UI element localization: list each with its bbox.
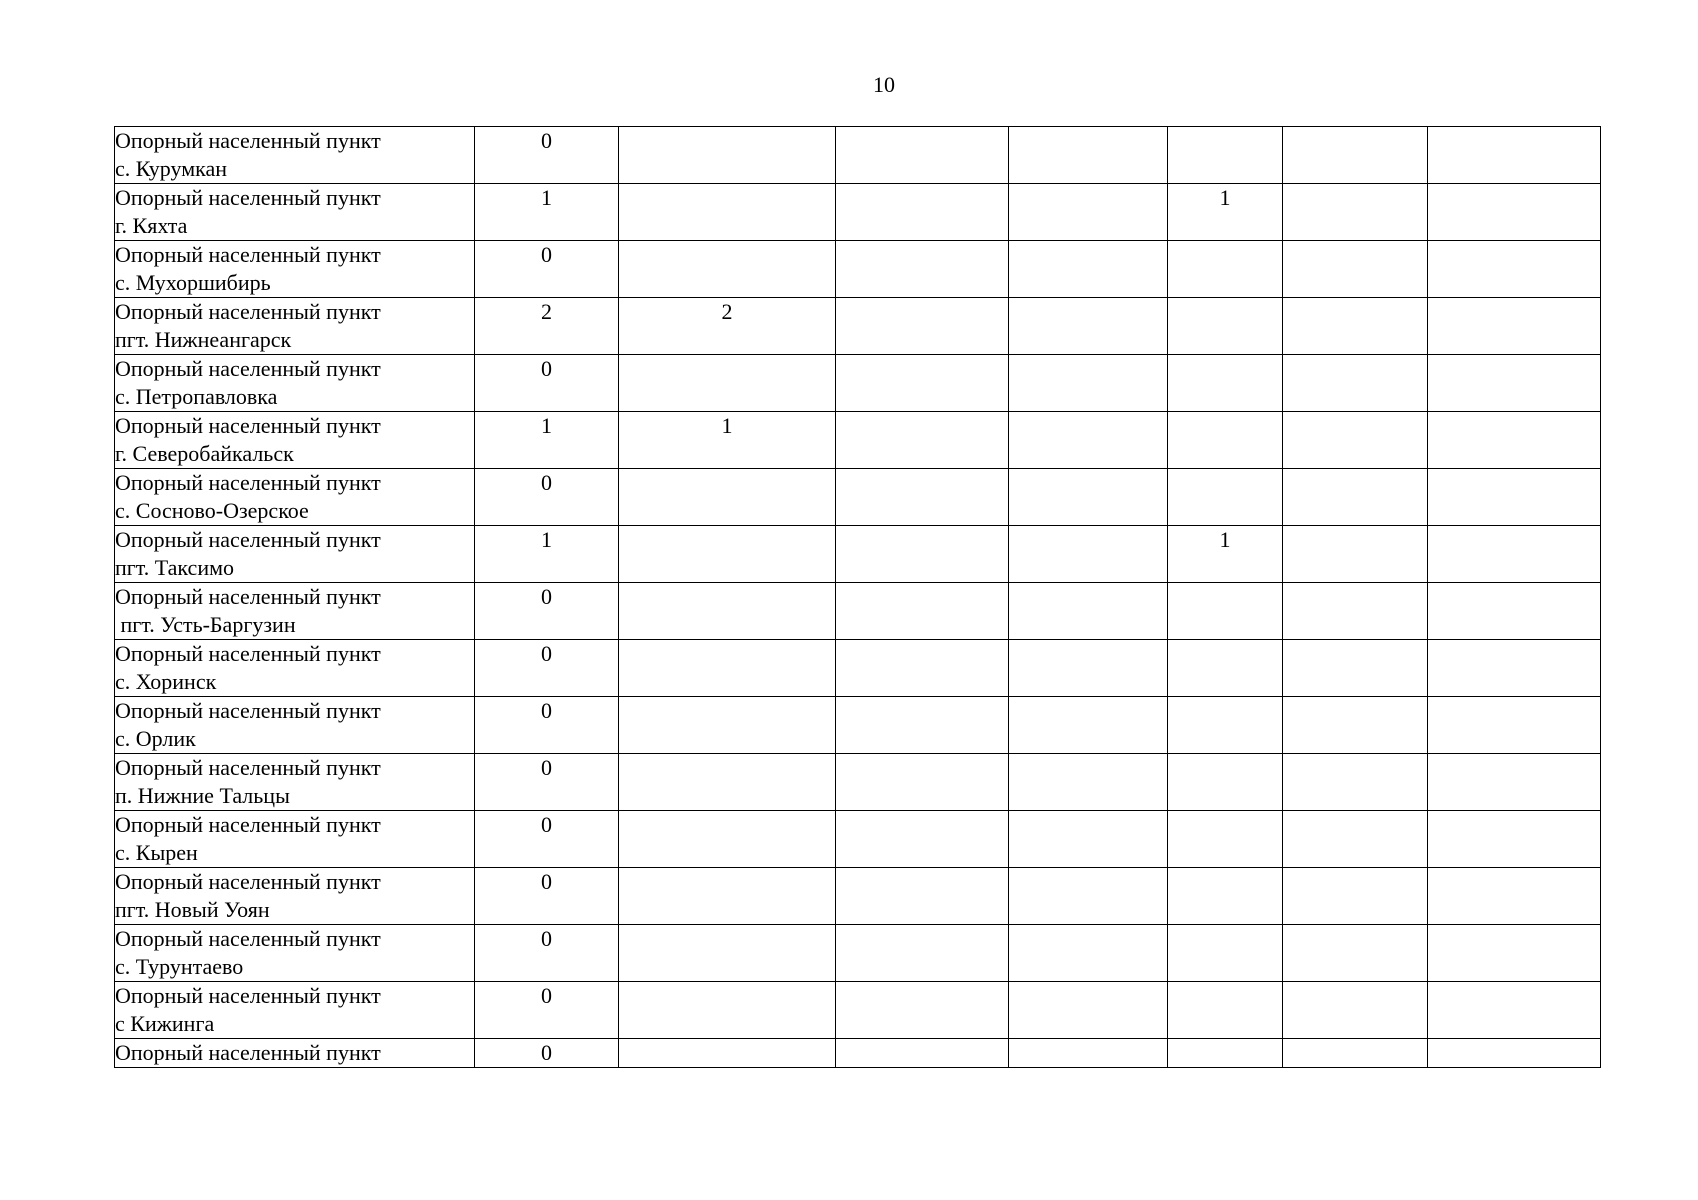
value-cell-col-2: 0 [475,583,619,640]
value-cell-col-8 [1428,526,1601,583]
value-cell-col-5 [1009,925,1168,982]
value-cell-col-6 [1168,811,1283,868]
value-cell-col-2: 1 [475,526,619,583]
value-cell-col-5 [1009,697,1168,754]
settlement-type-label: Опорный населенный пункт [115,584,381,609]
value-cell-col-6 [1168,127,1283,184]
table-row [115,1039,1601,1068]
value-cell-col-7 [1283,583,1428,640]
table-row [115,811,1601,868]
value-cell-col-4 [836,982,1009,1039]
value-cell-col-4 [836,583,1009,640]
value-cell-col-5 [1009,982,1168,1039]
settlement-name-cell [115,583,475,640]
value-cell-col-3: 1 [619,412,836,469]
value-cell-col-5 [1009,640,1168,697]
table-body [115,127,1601,1068]
settlement-type-label: Опорный населенный пункт [115,128,381,153]
value-cell-col-7 [1283,754,1428,811]
value-cell-col-3 [619,697,836,754]
value-cell-col-4 [836,469,1009,526]
settlement-name-label: с. Сосново-Озерское [115,498,309,523]
value-cell-col-4 [836,127,1009,184]
value-cell-col-8 [1428,469,1601,526]
settlement-name-label: с. Хоринск [115,669,217,694]
value-cell-col-5 [1009,526,1168,583]
value-cell-col-2: 1 [475,412,619,469]
settlement-type-label: Опорный населенный пункт [115,755,381,780]
settlement-name-cell [115,469,475,526]
value-cell-col-7 [1283,127,1428,184]
value-cell-col-3 [619,355,836,412]
value-cell-col-2: 0 [475,754,619,811]
value-cell-col-3 [619,241,836,298]
value-cell-col-7 [1283,925,1428,982]
value-cell-col-2: 0 [475,811,619,868]
table-row [115,925,1601,982]
settlement-name-cell [115,1039,475,1068]
settlement-name-label: с. Мухоршибирь [115,270,271,295]
value-cell-col-2: 0 [475,241,619,298]
value-cell-col-4 [836,184,1009,241]
value-cell-col-5 [1009,811,1168,868]
settlement-type-label: Опорный населенный пункт [115,926,381,951]
settlement-type-label: Опорный населенный пункт [115,869,381,894]
value-cell-col-8 [1428,583,1601,640]
value-cell-col-2: 1 [475,184,619,241]
value-cell-col-7 [1283,184,1428,241]
value-cell-col-6 [1168,1039,1283,1068]
value-cell-col-5 [1009,583,1168,640]
table-row [115,355,1601,412]
value-cell-col-3 [619,184,836,241]
settlement-type-label: Опорный населенный пункт [115,698,381,723]
value-cell-col-4 [836,868,1009,925]
settlement-name-cell [115,412,475,469]
table-row [115,697,1601,754]
settlement-name-label: пгт. Нижнеангарск [115,327,292,352]
settlement-name-label: с Кижинга [115,1011,215,1036]
value-cell-col-3 [619,127,836,184]
value-cell-col-5 [1009,412,1168,469]
settlement-name-label: с. Курумкан [115,156,228,181]
value-cell-col-2: 0 [475,697,619,754]
value-cell-col-7 [1283,526,1428,583]
table-row [115,241,1601,298]
value-cell-col-6 [1168,925,1283,982]
settlement-type-label: Опорный населенный пункт [115,242,381,267]
value-cell-col-5 [1009,1039,1168,1068]
settlement-type-label: Опорный населенный пункт [115,983,381,1008]
value-cell-col-2: 0 [475,127,619,184]
value-cell-col-7 [1283,982,1428,1039]
settlement-name-cell [115,697,475,754]
page-number: 10 [873,72,895,97]
table-row [115,184,1601,241]
value-cell-col-7 [1283,697,1428,754]
value-cell-col-8 [1428,298,1601,355]
settlement-name-label: г. Северобайкальск [115,441,294,466]
value-cell-col-4 [836,811,1009,868]
table-row [115,583,1601,640]
value-cell-col-4 [836,298,1009,355]
value-cell-col-5 [1009,754,1168,811]
value-cell-col-2: 0 [475,1039,619,1068]
settlements-table [114,126,1601,1068]
settlement-name-label: пгт. Усть-Баргузин [115,612,296,637]
value-cell-col-3 [619,811,836,868]
value-cell-col-5 [1009,127,1168,184]
value-cell-col-8 [1428,754,1601,811]
table-row [115,526,1601,583]
value-cell-col-8 [1428,412,1601,469]
settlement-name-cell [115,526,475,583]
value-cell-col-8 [1428,355,1601,412]
value-cell-col-2: 0 [475,355,619,412]
table-row [115,754,1601,811]
settlement-name-cell [115,298,475,355]
value-cell-col-4 [836,355,1009,412]
settlement-name-label: с. Орлик [115,726,196,751]
settlement-type-label: Опорный населенный пункт [115,413,381,438]
settlement-name-cell [115,811,475,868]
settlement-type-label: Опорный населенный пункт [115,470,381,495]
value-cell-col-7 [1283,868,1428,925]
value-cell-col-8 [1428,982,1601,1039]
settlement-name-cell [115,868,475,925]
settlement-name-cell [115,640,475,697]
value-cell-col-3 [619,868,836,925]
value-cell-col-8 [1428,1039,1601,1068]
value-cell-col-7 [1283,241,1428,298]
value-cell-col-6 [1168,412,1283,469]
settlement-type-label: Опорный населенный пункт [115,356,381,381]
value-cell-col-2: 0 [475,982,619,1039]
value-cell-col-4 [836,526,1009,583]
settlement-type-label: Опорный населенный пункт [115,812,381,837]
value-cell-col-6: 1 [1168,184,1283,241]
value-cell-col-4 [836,697,1009,754]
value-cell-col-3 [619,469,836,526]
value-cell-col-8 [1428,640,1601,697]
table-row [115,868,1601,925]
table-row [115,127,1601,184]
value-cell-col-7 [1283,1039,1428,1068]
value-cell-col-6 [1168,241,1283,298]
settlement-type-label: Опорный населенный пункт [115,1040,381,1065]
value-cell-col-5 [1009,868,1168,925]
settlement-name-label: г. Кяхта [115,213,188,238]
settlement-name-cell [115,754,475,811]
value-cell-col-5 [1009,355,1168,412]
value-cell-col-6 [1168,754,1283,811]
settlement-name-cell [115,127,475,184]
value-cell-col-6: 1 [1168,526,1283,583]
value-cell-col-7 [1283,298,1428,355]
value-cell-col-4 [836,754,1009,811]
value-cell-col-6 [1168,583,1283,640]
settlement-type-label: Опорный населенный пункт [115,185,381,210]
settlement-name-cell [115,241,475,298]
value-cell-col-4 [836,412,1009,469]
value-cell-col-2: 0 [475,469,619,526]
value-cell-col-3: 2 [619,298,836,355]
value-cell-col-7 [1283,811,1428,868]
settlement-name-label: пгт. Таксимо [115,555,235,580]
value-cell-col-3 [619,583,836,640]
value-cell-col-4 [836,640,1009,697]
value-cell-col-5 [1009,184,1168,241]
value-cell-col-3 [619,925,836,982]
value-cell-col-4 [836,1039,1009,1068]
settlement-name-label: пгт. Новый Уоян [115,897,270,922]
value-cell-col-8 [1428,811,1601,868]
value-cell-col-7 [1283,412,1428,469]
settlement-name-label: с. Турунтаево [115,954,244,979]
table-row [115,469,1601,526]
settlement-name-cell [115,184,475,241]
value-cell-col-6 [1168,982,1283,1039]
value-cell-col-6 [1168,298,1283,355]
value-cell-col-7 [1283,640,1428,697]
table-row [115,298,1601,355]
settlement-type-label: Опорный населенный пункт [115,527,381,552]
value-cell-col-8 [1428,868,1601,925]
settlement-type-label: Опорный населенный пункт [115,299,381,324]
value-cell-col-7 [1283,355,1428,412]
value-cell-col-4 [836,241,1009,298]
value-cell-col-3 [619,1039,836,1068]
value-cell-col-5 [1009,298,1168,355]
value-cell-col-2: 0 [475,925,619,982]
settlement-name-label: с. Кырен [115,840,198,865]
value-cell-col-8 [1428,697,1601,754]
value-cell-col-6 [1168,697,1283,754]
settlement-type-label: Опорный населенный пункт [115,641,381,666]
settlement-name-cell [115,925,475,982]
value-cell-col-6 [1168,868,1283,925]
table-row [115,640,1601,697]
table-row [115,982,1601,1039]
settlement-name-label: с. Петропавловка [115,384,278,409]
value-cell-col-5 [1009,469,1168,526]
value-cell-col-8 [1428,241,1601,298]
table-row [115,412,1601,469]
value-cell-col-8 [1428,184,1601,241]
settlement-name-cell [115,355,475,412]
value-cell-col-3 [619,754,836,811]
value-cell-col-6 [1168,469,1283,526]
value-cell-col-7 [1283,469,1428,526]
value-cell-col-2: 0 [475,868,619,925]
value-cell-col-2: 0 [475,640,619,697]
value-cell-col-8 [1428,127,1601,184]
value-cell-col-5 [1009,241,1168,298]
settlement-name-label: п. Нижние Тальцы [115,783,290,808]
value-cell-col-8 [1428,925,1601,982]
settlement-name-cell [115,982,475,1039]
value-cell-col-6 [1168,640,1283,697]
value-cell-col-2: 2 [475,298,619,355]
value-cell-col-3 [619,526,836,583]
value-cell-col-3 [619,640,836,697]
value-cell-col-6 [1168,355,1283,412]
value-cell-col-3 [619,982,836,1039]
value-cell-col-4 [836,925,1009,982]
